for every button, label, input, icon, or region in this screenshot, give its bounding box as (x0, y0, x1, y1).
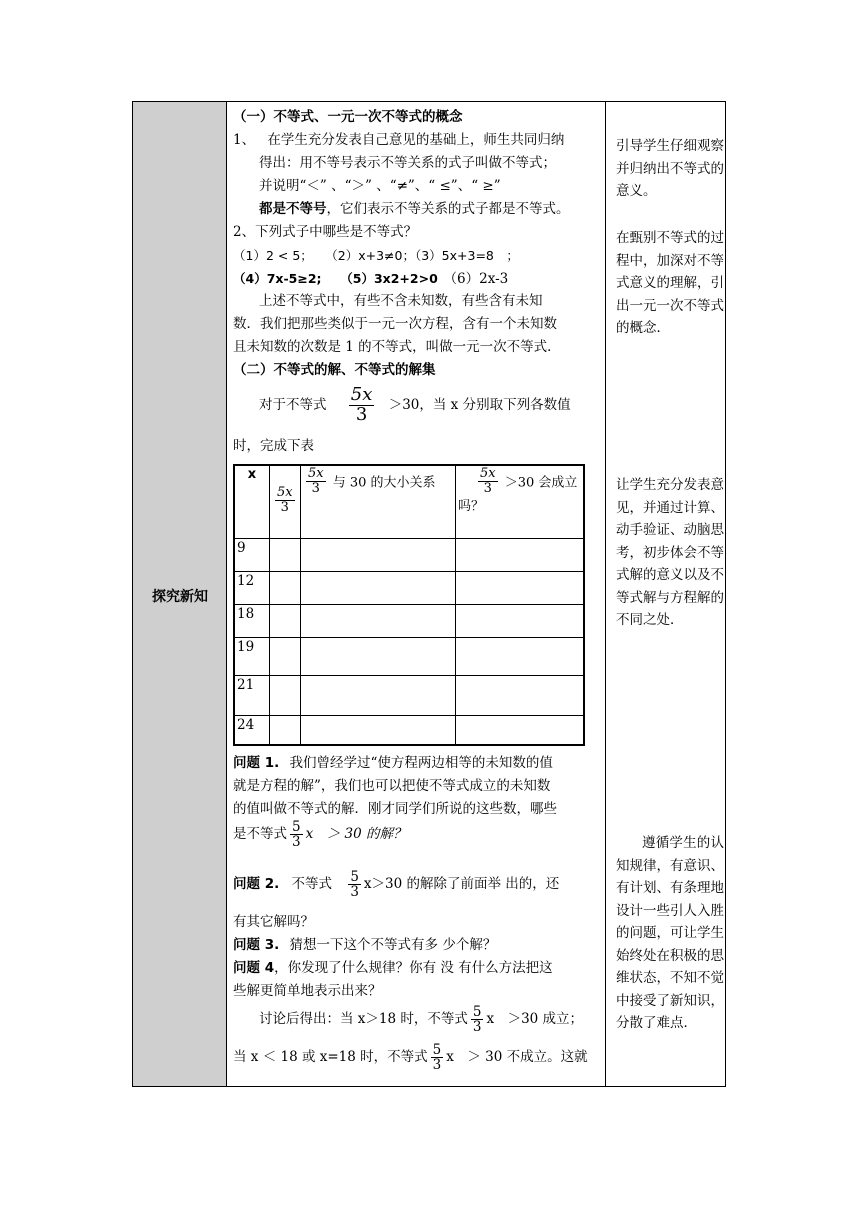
q3-label: 问题 3. (233, 937, 280, 953)
para1-line3: 并说明“＜” 、“＞” 、“≠”、“ ≤”、“ ≥” (259, 178, 501, 194)
para1 (233, 129, 603, 152)
examples-line1: （1）2 < 5； （2）x+3≠0；（3）5x+3=8 ； (233, 248, 519, 263)
para1-line2: 得出：用不等号表示不等关系的式子叫做不等式； (259, 155, 556, 171)
cell (270, 675, 301, 715)
cell (301, 637, 456, 675)
table-row (234, 675, 584, 715)
header-holds (456, 465, 585, 538)
section1-heading: （一）不等式、一元一次不等式的概念 (233, 109, 463, 125)
cell (456, 637, 585, 675)
q2-label: 问题 2. (233, 876, 280, 893)
q1-text4a: 是不等式 (233, 826, 287, 843)
q4-text1: ，你发现了什么规律？你有 没 有什么方法把这 (274, 960, 553, 976)
header-fraction (270, 465, 301, 538)
d1-frac-den: 3 (472, 1019, 482, 1036)
intro-line2: 时，完成下表 (233, 438, 314, 454)
q3-text: 猜想一下这个不等式有多 少个解？ (289, 937, 497, 953)
cell (456, 538, 585, 571)
stage-label: 探究新知 (152, 589, 208, 605)
para1-rest: ，它们表示不等关系的式子都是不等式。 (326, 201, 570, 217)
table-row (234, 637, 584, 675)
cell (270, 571, 301, 604)
table-row (234, 571, 584, 604)
para2: 2、下列式子中哪些是不等式？ (233, 224, 418, 240)
values-table (233, 464, 585, 746)
row-x: 24 (234, 715, 270, 745)
q1-frac (290, 820, 303, 849)
cell (456, 604, 585, 637)
table-row (234, 538, 584, 571)
row-x: 9 (234, 538, 270, 571)
q2-frac (348, 870, 361, 899)
header-frac (275, 486, 295, 514)
d1-frac-num: 5 (472, 1004, 482, 1020)
header-holds-text: ＞30 会成立 (504, 475, 578, 491)
q1-text1: 我们曾经学过“使方程两边相等的未知数的值 (289, 755, 553, 771)
cell (456, 675, 585, 715)
intro-text-a: 对于不等式 (259, 396, 327, 413)
note-2: 在甄别不等式的过程中，加深对不等式意义的理解，引出一元一次不等式的概念． (616, 230, 724, 336)
examples-line2 (233, 267, 603, 291)
stage-column (133, 102, 227, 1086)
row-x: 12 (234, 571, 270, 604)
intro-frac-num: 5x (350, 384, 373, 405)
q2-text-b: x＞30 的解除了前面举 出的，还 (363, 876, 560, 893)
para3-line2: 数．我们把那些类似于一元一次方程，含有一个未知数 (233, 316, 557, 332)
note-1: 引导学生仔细观察并归纳出不等式的意义。 (616, 138, 724, 199)
header-holds-frac (478, 467, 498, 495)
cell (301, 571, 456, 604)
cell (270, 538, 301, 571)
para1-prefix: 1、 (233, 132, 256, 148)
cell (270, 637, 301, 675)
q4-line1 (233, 957, 603, 980)
examples-line2a: （4）7x-5≥2; （5）3x2+2>0 (233, 271, 451, 286)
d2-frac-den: 3 (432, 1057, 442, 1074)
cell (301, 715, 456, 745)
cell (301, 604, 456, 637)
header-compare-frac (306, 467, 326, 495)
holds-frac-den: 3 (483, 480, 492, 496)
discussion-text2a: 当 x ＜ 18 或 x=18 时，不等式 (233, 1049, 428, 1066)
intro-fraction (349, 386, 375, 425)
cell (301, 675, 456, 715)
note-4: 遵循学生的认知规律，有意识、有计划、有条理地设计一些引人入胜的问题，可让学生始终处在积极的思维状态，不知不觉中接受了新知识，分散了难点． (616, 835, 724, 1031)
header-holds-text2: 吗？ (458, 499, 485, 515)
header-frac-den: 3 (280, 499, 289, 515)
q2-line2: 有其它解吗？ (233, 914, 314, 930)
q1-line4 (233, 820, 603, 866)
para1-line1: 在学生充分发表自己意见的基础上，师生共同归纳 (267, 132, 565, 148)
header-compare-text: 与 30 的大小关系 (332, 475, 436, 491)
cell (270, 604, 301, 637)
q4-line2: 些解更简单地表示出来？ (233, 983, 382, 999)
discussion-frac1 (471, 1005, 484, 1034)
discussion-text1a: 讨论后得出：当 x＞18 时，不等式 (259, 1011, 468, 1028)
q2-frac-num: 5 (350, 869, 359, 885)
intro-frac-den: 3 (355, 403, 368, 425)
q2-text-a: 不等式 (291, 876, 333, 893)
compare-frac-den: 3 (311, 480, 320, 496)
discussion-text2b: x ＞ 30 不成立。这就 (446, 1049, 588, 1066)
para3-line1: 上述不等式中，有些不含未知数，有些含有未知 (259, 293, 543, 309)
row-x: 21 (234, 675, 270, 715)
q1-line1 (233, 752, 603, 775)
section2-heading: （二）不等式的解、不等式的解集 (233, 362, 436, 378)
section2-intro (233, 386, 603, 436)
q1-text4b: x ＞ 30 的解？ (305, 826, 407, 843)
discussion-line2 (233, 1043, 603, 1089)
table-header-row (234, 465, 584, 538)
header-frac-num: 5x (277, 485, 293, 500)
intro-text-b: ＞30，当 x 分别取下列各数值 (388, 396, 571, 413)
examples-line2b: （6）2x-3 (450, 271, 509, 287)
table-row (234, 604, 584, 637)
q1-frac-den: 3 (292, 834, 301, 851)
holds-frac-num: 5x (480, 466, 496, 481)
header-x: x (234, 465, 270, 538)
cell (270, 715, 301, 745)
header-compare (301, 465, 456, 538)
q1-line3: 的值叫做不等式的解．刚才同学们所说的这些数，哪些 (233, 801, 557, 817)
para1-line4 (259, 198, 603, 221)
discussion-frac2 (431, 1043, 444, 1072)
q1-label: 问题 1. (233, 755, 280, 771)
row-x: 18 (234, 604, 270, 637)
discussion-text1b: x ＞30 成立； (486, 1011, 584, 1028)
d2-frac-num: 5 (432, 1042, 442, 1058)
q1-frac-num: 5 (292, 819, 301, 835)
note-3: 让学生充分发表意见，并通过计算、动手验证、动脑思考，初步体会不等式解的意义以及不等式解与方程解的不同之处． (616, 477, 724, 628)
q3-line (233, 934, 603, 957)
compare-frac-num: 5x (308, 466, 324, 481)
q4-label: 问题 4 (233, 960, 275, 976)
cell (456, 715, 585, 745)
para3-line3: 且未知数的次数是 1 的不等式，叫做一元一次不等式． (233, 339, 561, 355)
notes-column (605, 102, 725, 1086)
cell (301, 538, 456, 571)
lesson-table (132, 101, 726, 1087)
row-x: 19 (234, 637, 270, 675)
cell (456, 571, 585, 604)
table-row (234, 715, 584, 745)
para1-bold: 都是不等号 (259, 201, 327, 217)
q1-line2: 就是方程的解”，我们也可以把使不等式成立的未知数 (233, 778, 551, 794)
q2-frac-den: 3 (350, 884, 359, 901)
q2-line1 (233, 870, 603, 916)
